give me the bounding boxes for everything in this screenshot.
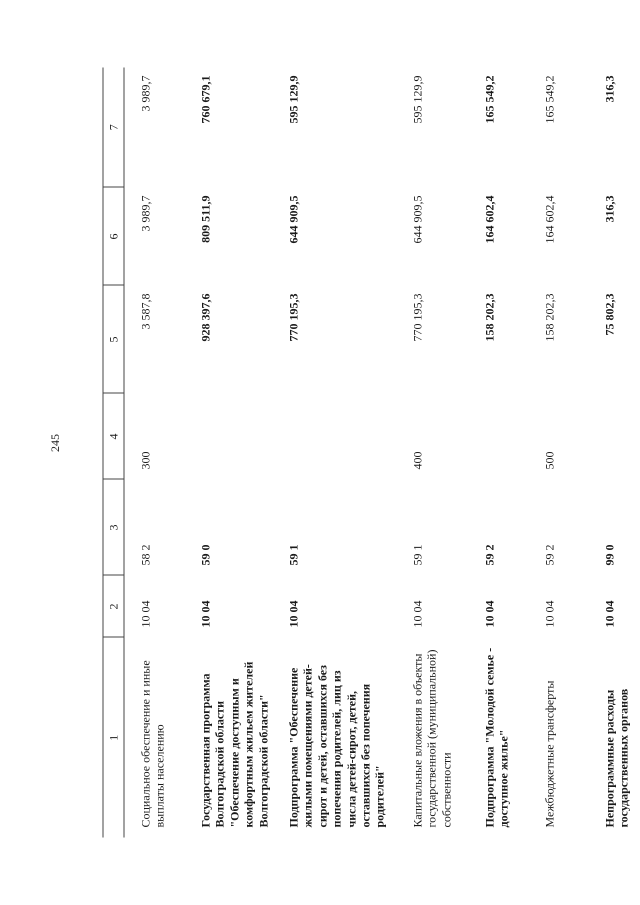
amount-col6: 164 602,4	[542, 195, 557, 244]
expense-type-code	[589, 394, 640, 480]
amount-col6: 164 602,4	[482, 195, 497, 244]
column-header: 1	[103, 638, 124, 838]
expense-type-code: 500	[542, 451, 557, 470]
column-header: 4	[103, 394, 124, 480]
table-row	[589, 68, 640, 838]
table-row	[529, 68, 589, 838]
amount-col5: 158 202,3	[542, 293, 557, 342]
section-code: 10 04	[286, 600, 301, 628]
table-row	[469, 68, 529, 838]
amount-col7: 316,3	[602, 75, 617, 103]
program-code: 59 2	[482, 544, 497, 566]
row-name: Капитальные вложения в объекты государственной (муниципальной) собственности	[410, 649, 454, 828]
program-code: 59 1	[286, 544, 301, 566]
program-code: 59 1	[410, 544, 425, 566]
row-name: Подпрограмма "Молодой семье - доступное жилье"	[482, 647, 511, 828]
column-header: 3	[103, 480, 124, 576]
budget-table-wrapper	[103, 68, 631, 838]
row-name: Непрограммные расходы государственных органов	[602, 688, 631, 828]
page-number: 245	[48, 434, 62, 452]
amount-col5: 770 195,3	[410, 293, 425, 342]
amount-col7: 3 989,7	[138, 75, 153, 112]
amount-col7: 595 129,9	[410, 75, 425, 124]
section-code: 10 04	[542, 600, 557, 628]
table-row	[397, 68, 469, 838]
row-name: Подпрограмма "Обеспечение жилыми помещениями детей-сирот и детей, оставшихся без попечения родителей, лиц из числа детей-сирот, детей, оставшихся без попечения родителей"	[286, 664, 387, 828]
expense-type-code: 300	[138, 451, 153, 470]
table-row	[185, 68, 273, 838]
amount-col5: 928 397,6	[198, 293, 213, 342]
amount-col5: 75 802,3	[602, 293, 617, 336]
expense-type-code	[469, 394, 529, 480]
expense-type-code	[185, 394, 273, 480]
row-name: Межбюджетные трансферты	[542, 680, 557, 828]
amount-col6: 644 909,5	[286, 195, 301, 244]
program-code: 59 0	[198, 544, 213, 566]
section-code: 10 04	[138, 600, 153, 628]
table-body	[124, 68, 640, 838]
amount-col6: 316,3	[602, 195, 617, 223]
amount-col5: 158 202,3	[482, 293, 497, 342]
program-code: 59 2	[542, 544, 557, 566]
amount-col5: 3 587,8	[138, 293, 153, 330]
column-header: 7	[103, 68, 124, 188]
program-code: 99 0	[602, 544, 617, 566]
section-code: 10 04	[198, 600, 213, 628]
column-header: 6	[103, 188, 124, 286]
amount-col7: 165 549,2	[482, 75, 497, 124]
section-code: 10 04	[602, 600, 617, 628]
amount-col6: 3 989,7	[138, 195, 153, 232]
table-row	[273, 68, 397, 838]
section-code: 10 04	[482, 600, 497, 628]
program-code: 58 2	[138, 544, 153, 566]
amount-col7: 595 129,9	[286, 75, 301, 124]
row-name: Социальное обеспечение и иные выплаты населению	[138, 660, 167, 828]
amount-col6: 644 909,5	[410, 195, 425, 244]
table-row	[124, 68, 185, 838]
row-name: Государственная программа Волгоградской области "Обеспечение доступным и комфортным жильем жителей Волгоградской области"	[198, 661, 271, 828]
budget-table	[103, 68, 640, 838]
amount-col6: 809 511,9	[198, 195, 213, 243]
column-header: 2	[103, 576, 124, 638]
section-code: 10 04	[410, 600, 425, 628]
expense-type-code	[273, 394, 397, 480]
amount-col5: 770 195,3	[286, 293, 301, 342]
column-header: 5	[103, 286, 124, 394]
table-header	[103, 68, 124, 838]
header-row	[103, 68, 124, 838]
amount-col7: 760 679,1	[198, 75, 213, 124]
amount-col7: 165 549,2	[542, 75, 557, 124]
expense-type-code: 400	[410, 451, 425, 470]
